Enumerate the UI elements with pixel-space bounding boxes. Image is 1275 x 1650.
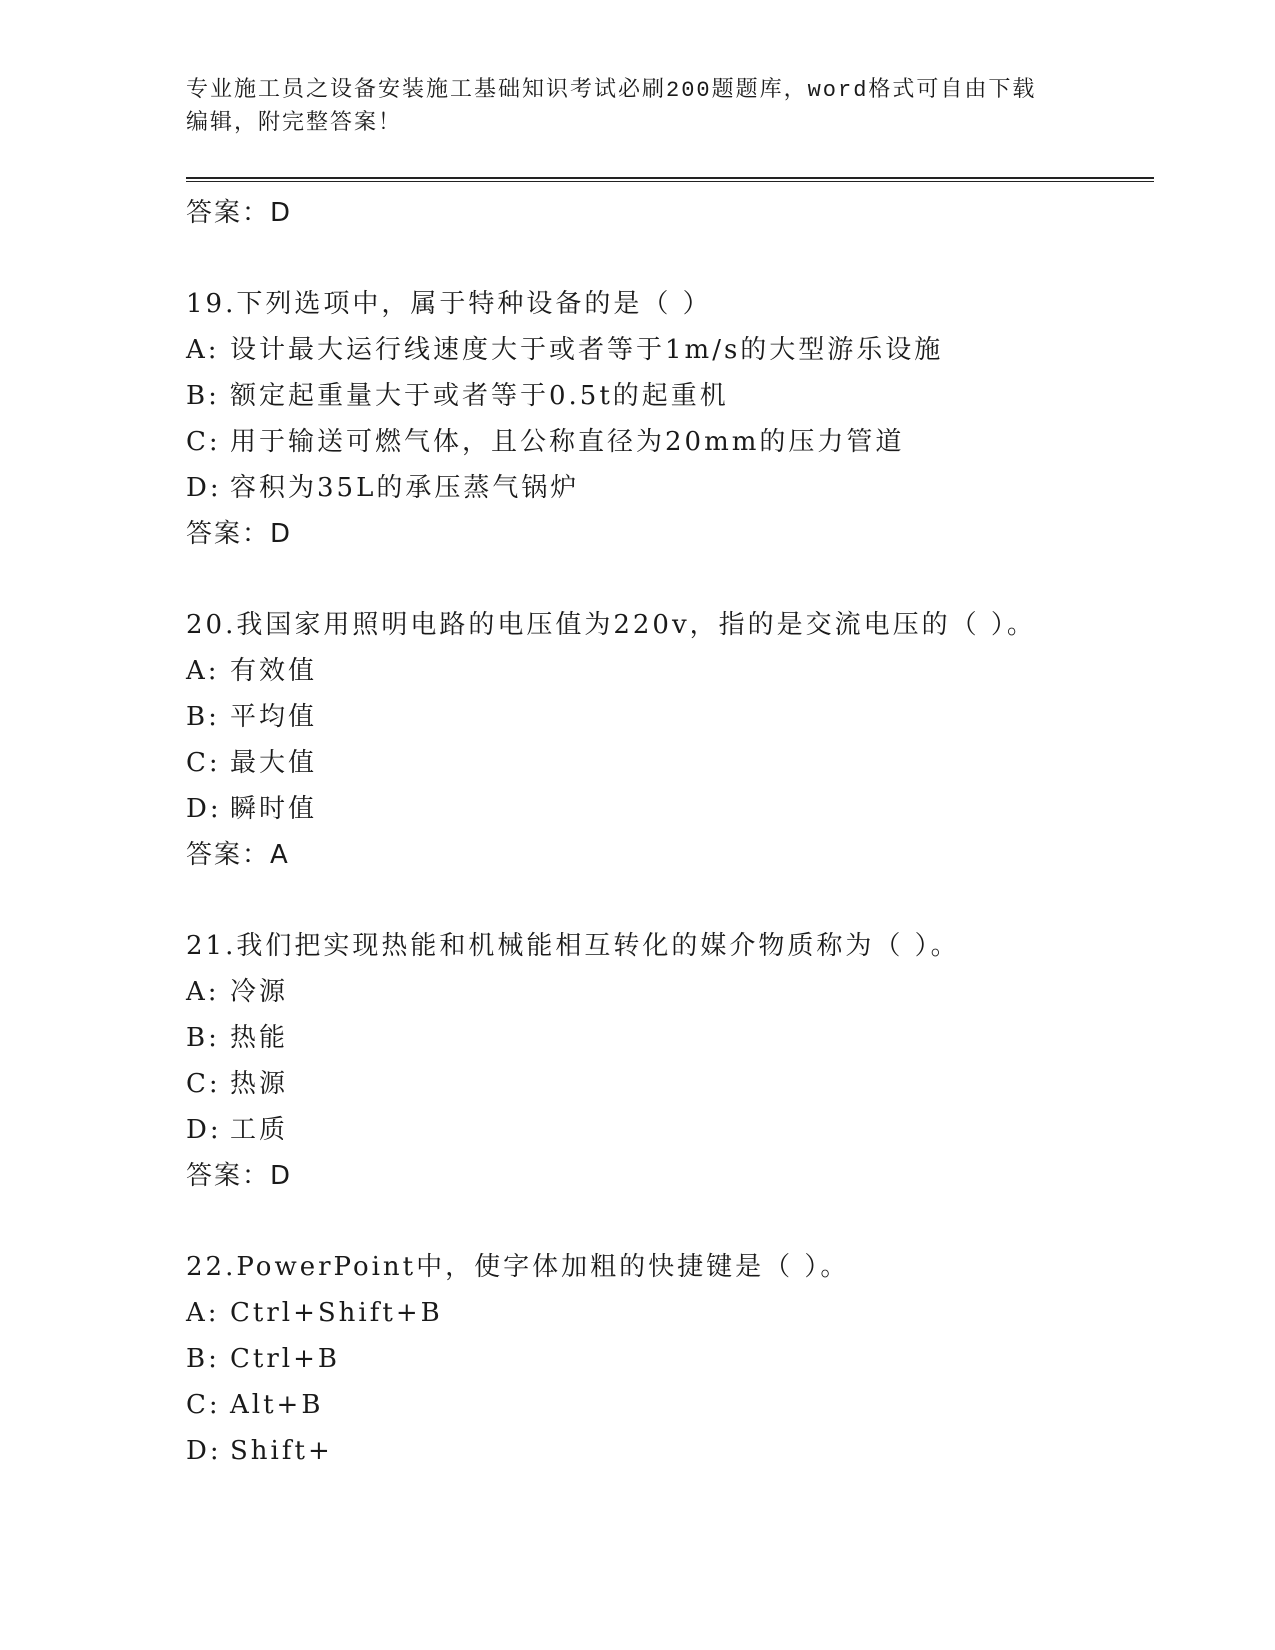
header-line-2: 编辑，附完整答案！ [186, 111, 403, 136]
option-b [186, 1336, 1154, 1382]
option-text: 容积为35L的承压蒸气锅炉 [230, 473, 580, 503]
option-a [186, 1290, 1154, 1336]
option-text: 最大值 [230, 748, 318, 778]
option-letter: B: [186, 1344, 220, 1374]
option-b [186, 373, 1154, 419]
option-d [186, 465, 1154, 511]
option-letter: B: [186, 1023, 220, 1053]
option-letter: B: [186, 702, 220, 732]
option-d [186, 1428, 1154, 1474]
option-a [186, 648, 1154, 694]
answer: 答案：A [186, 840, 290, 870]
option-letter: C: [186, 1390, 221, 1420]
option-text: 额定起重量大于或者等于0.5t的起重机 [230, 381, 729, 411]
question-stem: 20.我国家用照明电路的电压值为220v，指的是交流电压的（ ）。 [186, 610, 1036, 640]
question-stem: 19.下列选项中，属于特种设备的是（ ） [186, 289, 712, 319]
option-letter: C: [186, 427, 221, 457]
option-text: 用于输送可燃气体，且公称直径为20mm的压力管道 [230, 427, 905, 457]
option-c [186, 1382, 1154, 1428]
option-letter: C: [186, 748, 221, 778]
option-c [186, 740, 1154, 786]
option-letter: A: [186, 335, 220, 365]
option-letter: D: [186, 473, 222, 503]
option-letter: D: [186, 1436, 222, 1466]
option-b [186, 694, 1154, 740]
option-letter: A: [186, 977, 220, 1007]
option-letter: D: [186, 794, 222, 824]
option-text: 冷源 [230, 977, 289, 1007]
option-letter: D: [186, 1115, 222, 1145]
question-stem: 22.PowerPoint中，使字体加粗的快捷键是（ ）。 [186, 1252, 850, 1282]
option-letter: A: [186, 656, 220, 686]
option-b [186, 1015, 1154, 1061]
option-a [186, 327, 1154, 373]
option-c [186, 419, 1154, 465]
option-c [186, 1061, 1154, 1107]
option-a [186, 969, 1154, 1015]
question-20 [186, 602, 1154, 878]
question-list [186, 190, 1154, 1474]
question-22 [186, 1244, 1154, 1474]
question-19 [186, 281, 1154, 557]
question-21 [186, 923, 1154, 1199]
option-text: 设计最大运行线速度大于或者等于1m/s的大型游乐设施 [230, 335, 944, 365]
option-text: 有效值 [230, 656, 318, 686]
option-text: 热源 [230, 1069, 289, 1099]
previous-answer: 答案：D [186, 198, 293, 228]
option-text: Shift+ [230, 1436, 333, 1466]
option-text: Ctrl+B [230, 1344, 340, 1374]
question-stem: 21.我们把实现热能和机械能相互转化的媒介物质称为（ ）。 [186, 931, 960, 961]
header-divider [186, 177, 1154, 182]
answer: 答案：D [186, 519, 293, 549]
option-text: 热能 [230, 1023, 289, 1053]
option-letter: C: [186, 1069, 221, 1099]
option-letter: A: [186, 1298, 220, 1328]
option-text: 工质 [230, 1115, 289, 1145]
option-text: Ctrl+Shift+B [230, 1298, 443, 1328]
option-text: Alt+B [230, 1390, 324, 1420]
document-header [186, 74, 1086, 140]
option-text: 平均值 [230, 702, 318, 732]
header-line-1: 专业施工员之设备安装施工基础知识考试必刷200题题库，word格式可自由下载 [186, 78, 1037, 103]
answer: 答案：D [186, 1161, 293, 1191]
option-letter: B: [186, 381, 220, 411]
option-d [186, 1107, 1154, 1153]
option-d [186, 786, 1154, 832]
option-text: 瞬时值 [230, 794, 318, 824]
